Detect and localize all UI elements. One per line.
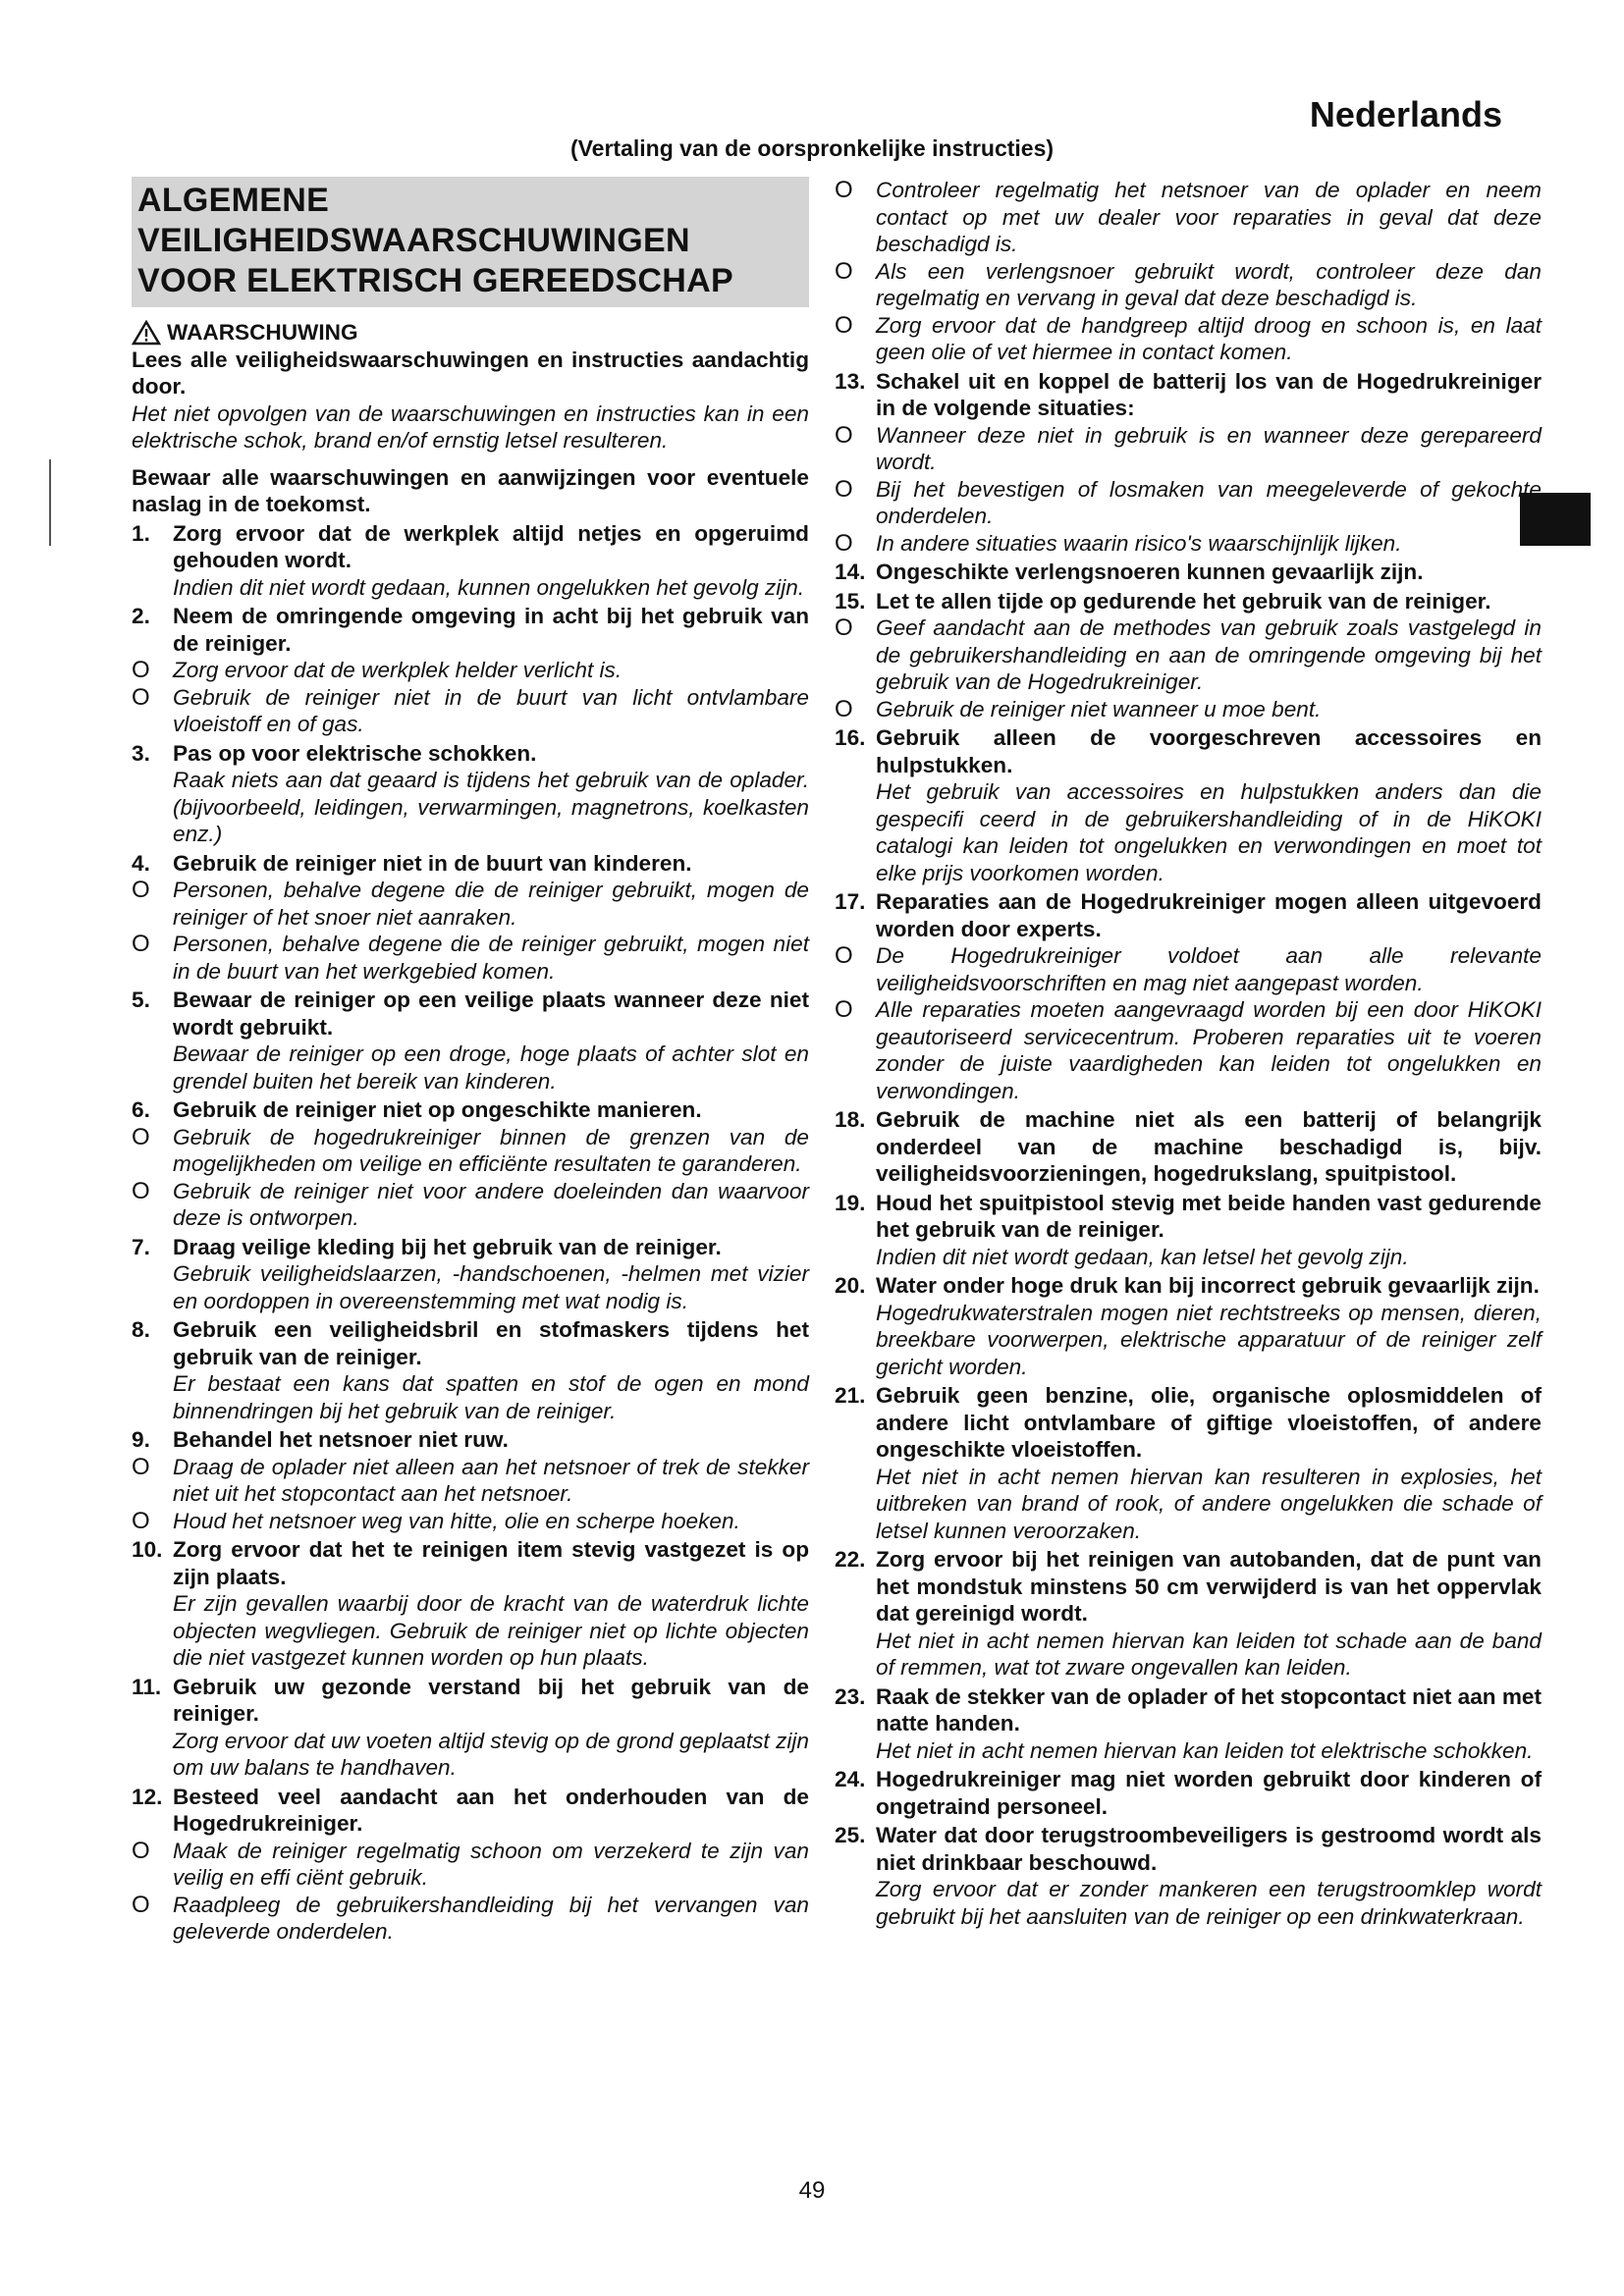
margin-mark <box>49 459 51 546</box>
item-11-text: Zorg ervoor dat uw voeten altijd stevig op de grond geplaatst zijn om uw balans te handhaven. <box>173 1728 809 1780</box>
item-10: 10. Zorg ervoor dat het te reinigen item stevig vastgezet is op zijn plaats. <box>132 1537 809 1589</box>
section-title-banner <box>132 177 809 307</box>
item-12-bullet-2: O Raadpleeg de gebruikershandleiding bij het vervangen van geleverde onderdelen. <box>132 1891 809 1944</box>
item-5-text: Bewaar de reiniger op een droge, hoge plaats of achter slot en grendel buiten het bereik van kinderen. <box>173 1041 809 1094</box>
item-15: 15. Let te allen tijde op gedurende het gebruik van de reiniger. <box>835 588 1491 614</box>
item-14: 14. Ongeschikte verlengsnoeren kunnen gevaarlijk zijn. <box>835 560 1424 584</box>
item-12-bullet-1: O Maak de reiniger regelmatig schoon om verzekerd te zijn van veilig en effi ciënt gebruik. <box>132 1837 809 1890</box>
item-3: 3. Pas op voor elektrische schokken. <box>132 740 537 766</box>
item-6: 6. Gebruik de reiniger niet op ongeschikte manieren. <box>132 1097 702 1122</box>
item-23-text: Het niet in acht nemen hiervan kan leiden tot elektrische schokken. <box>876 1737 1534 1763</box>
item-4-bullet-2: O Personen, behalve degene die de reiniger gebruikt, mogen niet in de buurt van het werkgebied komen. <box>132 931 809 984</box>
warning-label: WAARSCHUWING <box>167 320 358 345</box>
item-2-bullet-2: O Gebruik de reiniger niet in de buurt van licht ontvlambare vloeistoff en of gas. <box>132 683 809 736</box>
item-5: 5. Bewaar de reiniger op een veilige plaats wanneer deze niet wordt gebruikt. <box>132 988 809 1040</box>
item-16: 16. Gebruik alleen de voorgeschreven accessoires en hulpstukken. <box>835 725 1542 777</box>
item-17-bullet-2: O Alle reparaties moeten aangevraagd worden bij een door HiKOKI geautoriseerd servicecentrum. Proberen reparaties uit te voeren zonder de juiste vaardigheden kan leiden tot ongelukken en verwondingen. <box>835 996 1542 1103</box>
item-13: 13. Schakel uit en koppel de batterij los van de Hogedrukreiniger in de volgende situaties: <box>835 368 1542 420</box>
item-20-text: Hogedrukwaterstralen mogen niet rechtstreeks op mensen, dieren, breekbare voorwerpen, elektrische apparatuur of de reiniger zelf gericht worden. <box>876 1300 1542 1379</box>
item-13-bullet-1: O Wanneer deze niet in gebruik is en wanneer deze gerepareerd wordt. <box>835 421 1542 474</box>
section-title-line-1: ALGEMENE <box>137 182 330 219</box>
item-8-text: Er bestaat een kans dat spatten en stof de ogen en mond binnendringen bij het gebruik van de reiniger. <box>173 1371 809 1423</box>
section-title-line-3: VOOR ELEKTRISCH GEREEDSCHAP <box>137 262 733 299</box>
warning-heading <box>132 319 809 347</box>
item-7-text: Gebruik veiligheidslaarzen, -handschoenen, -helmen met vizier en oordoppen in overeenstemming met wat nodig is. <box>173 1261 809 1313</box>
item-4-bullet-1: O Personen, behalve degene die de reiniger gebruikt, mogen de reiniger of het snoer niet aanraken. <box>132 877 809 930</box>
item-21: 21. Gebruik geen benzine, olie, organische oplosmiddelen of andere licht ontvlambare of giftige vloeistoffen, of andere ongeschikte vloeistoffen. <box>835 1383 1542 1462</box>
item-25: 25. Water dat door terugstroombeveiligers is gestroomd wordt als niet drinkbaar beschouwd. <box>835 1823 1542 1875</box>
item-17: 17. Reparaties aan de Hogedrukreiniger mogen alleen uitgevoerd worden door experts. <box>835 889 1542 941</box>
item-11: 11. Gebruik uw gezonde verstand bij het gebruik van de reiniger. <box>132 1674 809 1726</box>
item-12-bullet-3: O Controleer regelmatig het netsnoer van de oplader en neem contact op met uw dealer voor reparaties in geval dat deze beschadigd is. <box>835 177 1542 256</box>
item-22-text: Het niet in acht nemen hiervan kan leiden tot schade aan de band of remmen, wat tot zware ongevallen kan leiden. <box>876 1628 1542 1680</box>
item-7: 7. Draag veilige kleding bij het gebruik van de reiniger. <box>132 1234 722 1259</box>
warning-triangle-icon <box>132 320 161 346</box>
item-2-bullet-1: O Zorg ervoor dat de werkplek helder verlicht is. <box>132 657 623 683</box>
item-18: 18. Gebruik de machine niet als een batterij of belangrijk onderdeel van de machine beschadigd is, bijv. veiligheidsvoorzieningen, hogedrukslang, spuitpistool. <box>835 1107 1542 1186</box>
item-24: 24. Hogedrukreiniger mag niet worden gebruikt door kinderen of ongetraind personeel. <box>835 1767 1542 1819</box>
item-17-bullet-1: O De Hogedrukreiniger voldoet aan alle relevante veiligheidsvoorschriften en mag niet aangepast worden. <box>835 942 1542 995</box>
item-25-text: Zorg ervoor dat er zonder mankeren een terugstroomklep wordt gebruikt bij het aansluiten van de reiniger op een drinkwaterkraan. <box>876 1877 1542 1929</box>
section-title-line-2: VEILIGHEIDSWAARSCHUWINGEN <box>137 222 690 259</box>
item-15-bullet-1: O Geef aandacht aan de methodes van gebruik zoals vastgelegd in de gebruikershandleiding en aan de omringende omgeving bij het gebruik van de Hogedrukreiniger. <box>835 614 1542 694</box>
warning-text: Het niet opvolgen van de waarschuwingen en instructies kan in een elektrische schok, brand en/of ernstig letsel resulteren. <box>132 400 809 453</box>
item-6-bullet-2: O Gebruik de reiniger niet voor andere doeleinden dan waarvoor deze is ontworpen. <box>132 1177 809 1230</box>
item-10-text: Er zijn gevallen waarbij door de kracht van de waterdruk lichte objecten wegvliegen. Gebruik de reiniger niet op lichte objecten die niet vastgezet kunnen worden op hun plaats. <box>173 1591 809 1670</box>
item-16-text: Het gebruik van accessoires en hulpstukken anders dan die gespecifi ceerd in de gebruikershandleiding of in de HiKOKI catalogi kan leiden tot ongelukken en verwondingen en moet tot elke prijs voorkomen worden. <box>876 779 1542 885</box>
item-6-bullet-1: O Gebruik de hogedrukreiniger binnen de grenzen van de mogelijkheden om veilige en efficiënte resultaten te garanderen. <box>132 1123 809 1176</box>
item-19: 19. Houd het spuitpistool stevig met beide handen vast gedurende het gebruik van de reiniger. <box>835 1190 1542 1242</box>
item-21-text: Het niet in acht nemen hiervan kan resulteren in explosies, het uitbreken van brand of rook, of andere ongelukken die schade of letsel kunnen veroorzaken. <box>876 1464 1542 1543</box>
item-1: 1. Zorg ervoor dat de werkplek altijd netjes en opgeruimd gehouden wordt. <box>132 520 809 572</box>
item-12: 12. Besteed veel aandacht aan het onderhouden van de Hogedrukreiniger. <box>132 1784 809 1836</box>
item-13-bullet-2: O Bij het bevestigen of losmaken van meegeleverde of gekochte onderdelen. <box>835 475 1542 528</box>
item-15-bullet-2: O Gebruik de reiniger niet wanneer u moe bent. <box>835 695 1322 722</box>
item-19-text: Indien dit niet wordt gedaan, kan letsel het gevolg zijn. <box>876 1244 1409 1269</box>
warning-intro: Lees alle veiligheidswaarschuwingen en instructies aandachtig door. <box>132 347 809 399</box>
item-12-bullet-4: O Als een verlengsnoer gebruikt wordt, controleer deze dan regelmatig en vervang in geval dat deze beschadigd is. <box>835 257 1542 310</box>
item-9-bullet-2: O Houd het netsnoer weg van hitte, olie en scherpe hoeken. <box>132 1507 740 1534</box>
item-1-text: Indien dit niet wordt gedaan, kunnen ongelukken het gevolg zijn. <box>173 574 805 600</box>
item-3-text: Raak niets aan dat geaard is tijdens het gebruik van de oplader. (bijvoorbeeld, leidingen, verwarmingen, magnetrons, koelkasten enz.) <box>173 768 809 846</box>
item-9-bullet-1: O Draag de oplader niet alleen aan het netsnoer of trek de stekker niet uit het stopcontact aan het netsnoer. <box>132 1453 809 1506</box>
item-4: 4. Gebruik de reiniger niet in de buurt van kinderen. <box>132 850 692 876</box>
item-13-bullet-3: O In andere situaties waarin risico's waarschijnlijk lijken. <box>835 529 1402 557</box>
page-number: 49 <box>798 2177 826 2204</box>
language-heading: Nederlands <box>1309 94 1502 134</box>
keep-instructions: Bewaar alle waarschuwingen en aanwijzingen voor eventuele naslag in de toekomst. <box>132 464 809 516</box>
item-2: 2. Neem de omringende omgeving in acht bij het gebruik van de reiniger. <box>132 604 809 656</box>
translation-note: (Vertaling van de oorspronkelijke instructies) <box>569 135 1055 161</box>
item-12-bullet-5: O Zorg ervoor dat de handgreep altijd droog en schoon is, en laat geen olie of vet hiermee in contact komen. <box>835 311 1542 364</box>
item-8: 8. Gebruik een veiligheidsbril en stofmaskers tijdens het gebruik van de reiniger. <box>132 1317 809 1369</box>
item-23: 23. Raak de stekker van de oplader of het stopcontact niet aan met natte handen. <box>835 1683 1543 1735</box>
item-22: 22. Zorg ervoor bij het reinigen van autobanden, dat de punt van het mondstuk minstens 50 cm verwijderd is van het oppervlak dat gereinigd wordt. <box>835 1547 1542 1626</box>
item-9: 9. Behandel het netsnoer niet ruw. <box>132 1427 509 1452</box>
item-20: 20. Water onder hoge druk kan bij incorrect gebruik gevaarlijk zijn. <box>835 1273 1540 1298</box>
right-column <box>835 177 1542 1930</box>
left-column <box>132 177 809 1946</box>
